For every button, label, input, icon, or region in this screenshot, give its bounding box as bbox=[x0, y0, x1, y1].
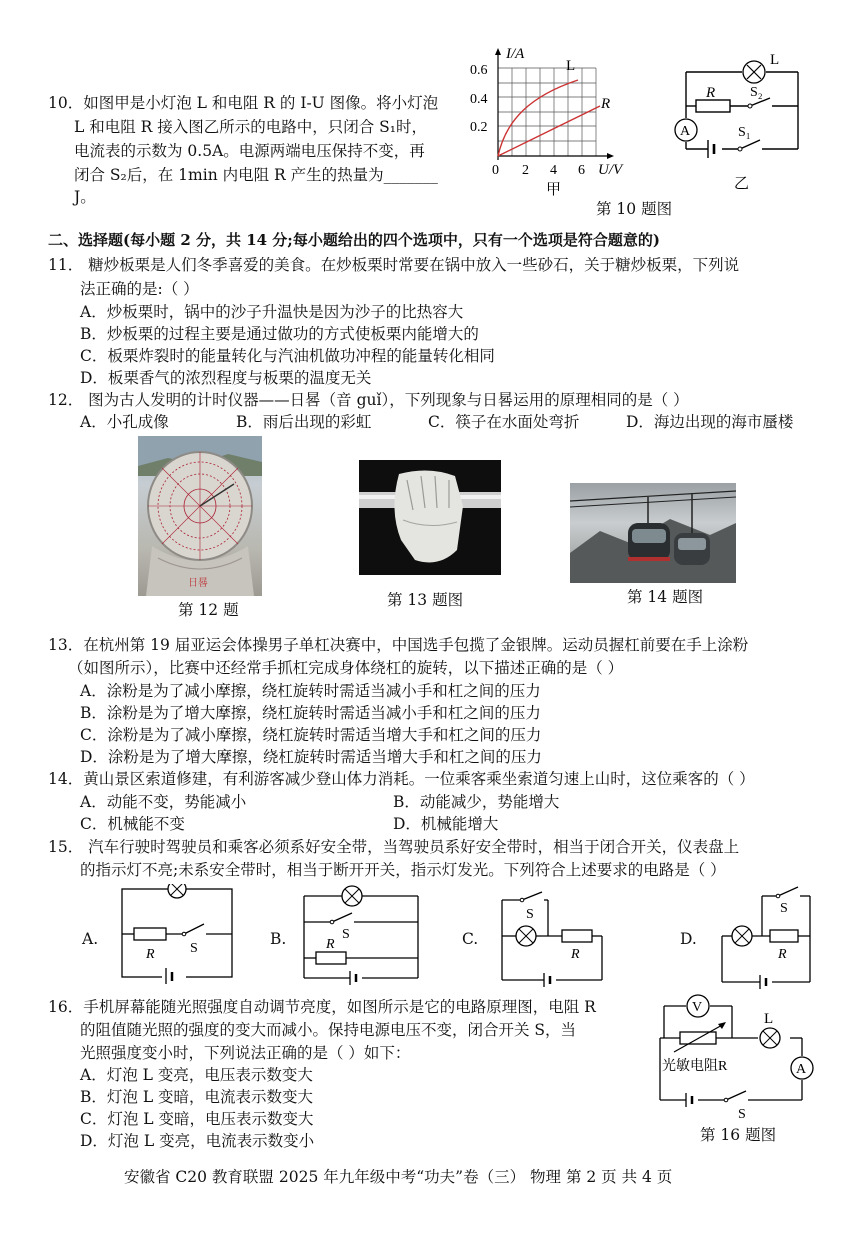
q10-line: 电流表的示数为 0.5A。电源两端电压保持不变，再 bbox=[74, 142, 425, 160]
cable-car-photo bbox=[570, 483, 736, 583]
q11-option: A．炒板栗时，锅中的沙子升温快是因为沙子的比热容大 bbox=[80, 303, 464, 321]
q15-switch-label: S bbox=[526, 907, 534, 922]
q16-ammeter-label: A bbox=[796, 1062, 807, 1077]
q10-line: 闭合 S₂后，在 1min 内电阻 R 产生的热量为_______ bbox=[74, 166, 438, 184]
q10-x-axis-label: U/V bbox=[598, 162, 623, 178]
q10-x-tick: 0 bbox=[492, 163, 499, 178]
q10-line: J。 bbox=[74, 188, 96, 206]
q16-stem: 光照强度变小时，下列说法正确的是（ ）如下： bbox=[80, 1044, 411, 1062]
q15-resistor-label: R bbox=[778, 947, 787, 962]
q15-circuit-c bbox=[492, 888, 612, 988]
q10-x-tick: 4 bbox=[550, 163, 557, 178]
q10-resistor-label: R bbox=[706, 85, 716, 101]
fig12-caption: 第 12 题 bbox=[178, 601, 239, 619]
q14-stem: 14．黄山景区索道修建，有利游客减少登山体力消耗。一位乘客乘坐索道匀速上山时，这位乘客的（ ） bbox=[48, 770, 755, 788]
sundial-inscription: 日晷 bbox=[188, 578, 208, 589]
q15-option-label: A. bbox=[82, 930, 99, 948]
q16-voltmeter-label: V bbox=[692, 1000, 703, 1015]
sundial-photo bbox=[138, 436, 262, 596]
q10-graph-sublabel: 甲 bbox=[546, 182, 562, 198]
q16-switch-label: S bbox=[738, 1107, 746, 1122]
q16-caption: 第 16 题图 bbox=[700, 1126, 777, 1144]
q11-option: C．板栗炸裂时的能量转化与汽油机做功冲程的能量转化相同 bbox=[80, 347, 495, 365]
q10-switch1-label: S₁ bbox=[738, 125, 751, 140]
q11-option: D．板栗香气的浓烈程度与板栗的温度无关 bbox=[80, 369, 372, 387]
q10-curve-l-label: L bbox=[566, 58, 576, 74]
q10-switch2-label: S₂ bbox=[750, 85, 763, 100]
q15-circuit-d bbox=[712, 878, 822, 990]
q15-switch-label: S bbox=[780, 901, 788, 916]
q15-circuit-b bbox=[296, 880, 426, 988]
q12-option: D．海边出现的海市蜃楼 bbox=[626, 413, 794, 431]
q15-option-label: D. bbox=[680, 930, 697, 948]
q13-stem: 13．在杭州第 19 届亚运会体操男子单杠决赛中，中国选手包揽了金银牌。运动员握杠前要在手上涂粉 bbox=[48, 636, 749, 654]
q15-switch-label: S bbox=[342, 927, 350, 942]
q13-stem: （如图所示），比赛中还经常手抓杠完成身体绕杠的旋转，以下描述正确的是（ ） bbox=[68, 659, 624, 677]
q16-stem: 16．手机屏幕能随光照强度自动调节亮度，如图所示是它的电路原理图，电阻 R bbox=[48, 998, 596, 1016]
q15-stem: 的指示灯不亮;未系安全带时，相当于断开开关，指示灯发光。下列符合上述要求的电路是（ ） bbox=[80, 861, 726, 879]
q10-y-axis-label: I/A bbox=[506, 46, 525, 62]
q10-ammeter-label: A bbox=[680, 124, 691, 139]
gymnast-hand-photo bbox=[359, 460, 501, 575]
q14-option: D．机械能增大 bbox=[393, 815, 499, 833]
q12-option: A．小孔成像 bbox=[80, 413, 169, 431]
q11-stem: 法正确的是:（ ） bbox=[80, 280, 199, 298]
q15-resistor-label: R bbox=[571, 947, 580, 962]
q10-x-tick: 6 bbox=[578, 163, 585, 178]
q16-option: A．灯泡 L 变亮，电压表示数变大 bbox=[80, 1066, 313, 1084]
q12-option: C．筷子在水面处弯折 bbox=[428, 413, 580, 431]
q10-caption: 第 10 题图 bbox=[596, 200, 673, 218]
q16-option: C．灯泡 L 变暗，电压表示数变大 bbox=[80, 1110, 314, 1128]
q15-stem: 15． 汽车行驶时驾驶员和乘客必须系好安全带，当驾驶员系好安全带时，相当于闭合开关，仪表盘上 bbox=[48, 838, 740, 856]
q16-photoresistor-label: 光敏电阻R bbox=[662, 1059, 728, 1074]
fig13-caption: 第 13 题图 bbox=[387, 591, 464, 609]
q13-option: D．涂粉是为了增大摩擦，绕杠旋转时需适当增大手和杠之间的压力 bbox=[80, 748, 542, 766]
fig14-caption: 第 14 题图 bbox=[627, 588, 704, 606]
q16-option: D．灯泡 L 变亮，电流表示数变小 bbox=[80, 1132, 315, 1150]
q12-option: B．雨后出现的彩虹 bbox=[236, 413, 372, 431]
q13-option: B．涂粉是为了增大摩擦，绕杠旋转时需适当减小手和杠之间的压力 bbox=[80, 704, 541, 722]
q10-circuit-sublabel: 乙 bbox=[734, 176, 750, 192]
q10-line: 10．如图甲是小灯泡 L 和电阻 R 的 I-U 图像。将小灯泡 bbox=[48, 94, 439, 112]
q10-line: L 和电阻 R 接入图乙所示的电路中，只闭合 S₁时， bbox=[74, 118, 428, 136]
q10-y-tick: 0.4 bbox=[470, 92, 488, 107]
q16-option: B．灯泡 L 变暗，电流表示数变大 bbox=[80, 1088, 314, 1106]
q16-lamp-label: L bbox=[764, 1011, 774, 1027]
q13-option: A．涂粉是为了减小摩擦，绕杠旋转时需适当减小手和杠之间的压力 bbox=[80, 682, 541, 700]
q10-y-tick: 0.6 bbox=[470, 63, 488, 78]
q15-circuit-a bbox=[112, 884, 242, 984]
q15-option-label: B. bbox=[270, 930, 287, 948]
q14-option: C．机械能不变 bbox=[80, 815, 185, 833]
q15-resistor-label: R bbox=[326, 937, 335, 952]
q11-stem: 11． 糖炒板栗是人们冬季喜爱的美食。在炒板栗时常要在锅中放入一些砂石，关于糖炒板栗，下列说 bbox=[48, 256, 740, 274]
q10-y-tick: 0.2 bbox=[470, 120, 488, 135]
q15-resistor-label: R bbox=[146, 947, 155, 962]
q10-curve-r-label: R bbox=[601, 96, 611, 112]
q10-lamp-label: L bbox=[770, 52, 780, 68]
q11-option: B．炒板栗的过程主要是通过做功的方式使板栗内能增大的 bbox=[80, 325, 479, 343]
q10-x-tick: 2 bbox=[522, 163, 529, 178]
q16-stem: 的阻值随光照的强度的变大而减小。保持电源电压不变，闭合开关 S，当 bbox=[80, 1021, 577, 1039]
q14-option: A．动能不变，势能减小 bbox=[80, 793, 247, 811]
q12-stem: 12． 图为古人发明的计时仪器——日晷（音 guǐ），下列现象与日晷运用的原理相同的是（ ） bbox=[48, 391, 689, 409]
q10-circuit bbox=[670, 46, 810, 196]
q16-circuit bbox=[656, 992, 822, 1122]
q10-iu-graph bbox=[470, 40, 640, 200]
q15-switch-label: S bbox=[190, 941, 198, 956]
q14-option: B．动能减少，势能增大 bbox=[393, 793, 560, 811]
section-heading: 二、选择题(每小题 2 分，共 14 分;每小题给出的四个选项中，只有一个选项是符合题意的) bbox=[48, 231, 660, 249]
page-footer: 安徽省 C20 教育联盟 2025 年九年级中考“功夫”卷（三） 物理 第 2 页 共 4 页 bbox=[124, 1168, 673, 1186]
q15-option-label: C. bbox=[462, 930, 479, 948]
q13-option: C．涂粉是为了减小摩擦，绕杠旋转时需适当增大手和杠之间的压力 bbox=[80, 726, 542, 744]
